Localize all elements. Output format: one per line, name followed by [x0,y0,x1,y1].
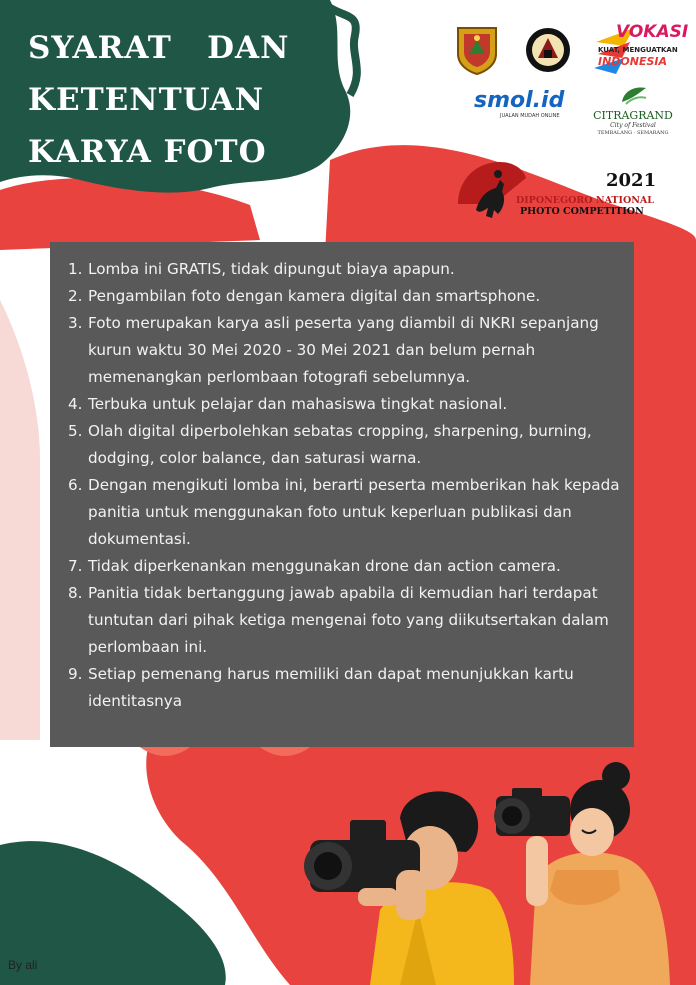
rule-text: Panitia tidak bertanggung jawab apabila di kemudian hari terdapat tuntutan dari pihak ketiga mengenai foto yang diikutsertakan dalam perlombaan ini. [88,584,609,656]
rule-number: 8. [68,584,83,602]
rule-number: 2. [68,287,83,305]
citragrand-logo [590,84,676,144]
credit-text: By ali [8,958,38,972]
smol-logo [474,88,578,134]
rule-number: 7. [68,557,83,575]
smol-name: smol.id [474,88,565,113]
title-line-1: SYARAT DAN [28,30,290,66]
dnpc-year: 2021 [606,170,657,191]
rule-number: 6. [68,476,83,494]
rule-number: 5. [68,422,83,440]
jateng-emblem-logo [454,24,500,76]
man-photographer [304,791,514,985]
photographers-illustration [300,760,696,985]
rule-item [68,283,628,310]
dnpc-logo [454,158,664,228]
rule-number: 4. [68,395,83,413]
citragrand-leaf-icon [618,84,648,106]
vokasi-tagline: KUAT, MENGUATKAN [598,46,678,54]
vokasi-country: INDONESIA [598,55,668,68]
rule-number: 9. [68,665,83,683]
vokasi-logo [594,22,689,80]
horse-rider-fan-icon [454,158,528,228]
rule-text: Setiap pemenang harus memiliki dan dapat menunjukkan kartu identitasnya [88,665,574,710]
woman-photographer [494,762,670,985]
rule-item [68,256,628,283]
rule-text: Tidak diperkenankan menggunakan drone dan action camera. [88,557,561,575]
rule-number: 3. [68,314,83,332]
pink-blob [0,300,40,740]
rule-item [68,580,628,661]
rule-text: Foto merupakan karya asli peserta yang diambil di NKRI sepanjang kurun waktu 30 Mei 2020 - 30 Mei 2021 dan belum pernah memenangkan perlombaan fotografi sebelumnya. [88,314,599,386]
title-line-2: KETENTUAN [28,82,265,118]
dnpc-line-1: DIPONEGORO NATIONAL [516,195,654,206]
sponsor-logos [450,18,690,233]
title-line-3: KARYA FOTO [28,134,267,170]
rule-item [68,418,628,472]
citragrand-place: TEMBALANG · SEMARANG [597,130,669,136]
rules-list [68,256,628,715]
rule-text: Lomba ini GRATIS, tidak dipungut biaya apapun. [88,260,455,278]
citragrand-name: CITRAGRAND [593,109,673,122]
vokasi-title: VOKASI [616,22,689,42]
rule-item [68,472,628,553]
rule-text: Terbuka untuk pelajar dan mahasiswa tingkat nasional. [88,395,508,413]
smol-tagline: JUALAN MUDAH ONLINE [500,113,560,119]
rule-text: Dengan mengikuti lomba ini, berarti peserta memberikan hak kepada panitia untuk menggunakan foto untuk keperluan publikasi dan dokumentasi. [88,476,620,548]
dnpc-line-2: PHOTO COMPETITION [520,206,644,217]
rule-text: Olah digital diperbolehkan sebatas cropping, sharpening, burning, dodging, color balance, dan saturasi warna. [88,422,592,467]
rule-text: Pengambilan foto dengan kamera digital dan smartsphone. [88,287,541,305]
rule-item [68,310,628,391]
rule-item [68,661,628,715]
rule-number: 1. [68,260,83,278]
university-seal-logo [524,24,572,76]
rule-item [68,553,628,580]
citragrand-tagline: City of Festival [610,122,656,129]
page-title [28,22,328,178]
rule-item [68,391,628,418]
